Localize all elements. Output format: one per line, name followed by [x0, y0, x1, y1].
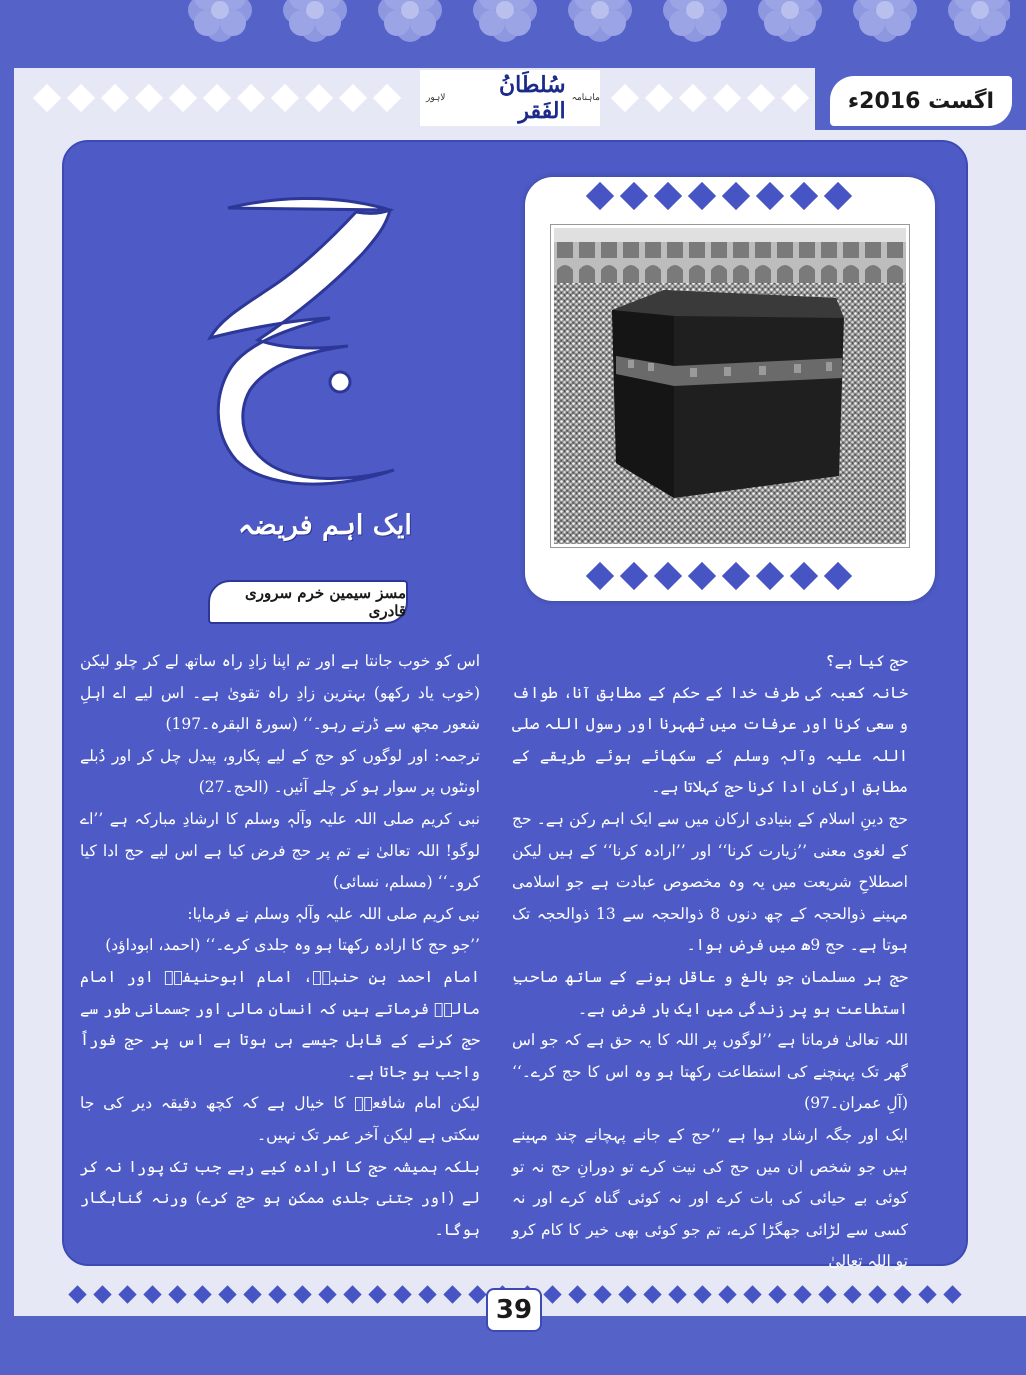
diamond-icon — [645, 84, 673, 112]
diamond-icon — [943, 1285, 961, 1303]
diamond-icon — [688, 182, 716, 210]
article-subtitle: ایک اہم فریضہ — [238, 510, 412, 541]
diamond-icon — [193, 1285, 211, 1303]
paragraph: حج ہر مسلمان جو بالغ و عاقل ہونے کے ساتھ صاحبِ استطاعت ہو پر زندگی میں ایک بار فرض ہے۔ — [512, 967, 908, 1018]
masthead-title: سُلطَانُ الفَقر — [498, 72, 566, 124]
image-card-diamonds-top — [583, 186, 855, 206]
paragraph: حج دینِ اسلام کے بنیادی ارکان میں سے ایک اہم رکن ہے۔ حج کے لغوی معنی ’’زیارت کرنا‘‘ اور ’’ارادہ کرنا‘‘ کے ہیں لیکن اصطلاحِ شریعت میں یہ وہ مخصوص عبادت ہے جو اسلامی مہینے ذوالحجہ کے چھ دنوں 8 ذوالحجہ سے 13 ذوالحجہ تک ہوتا ہے۔ حج 9ھ میں فرض ہوا۔ — [512, 809, 908, 955]
diamond-icon — [679, 84, 707, 112]
image-card-diamonds-bottom — [583, 566, 855, 586]
flower-pattern — [180, 0, 1010, 68]
diamond-icon — [568, 1285, 586, 1303]
paragraph: ایک اور جگہ ارشاد ہوا ہے ’’حج کے جانے پہچانے چند مہینے ہیں جو شخص ان میں حج کی نیت کرے تو دورانِ حج نہ تو کوئی بے حیائی کی بات کرے اور نہ کوئی گناہ کرے اور نہ کسی سے لڑائی جھگڑا کرے، تم جو کوئی بھی خیر کا کام کرو تو اللہ تعالیٰ — [512, 1125, 908, 1271]
diamond-icon — [713, 84, 741, 112]
diamond-icon — [756, 182, 784, 210]
diamond-icon — [543, 1285, 561, 1303]
diamond-icon — [718, 1285, 736, 1303]
diamond-icon — [611, 84, 639, 112]
diamond-icon — [868, 1285, 886, 1303]
author-name: مسز سیمین خرم سروری قادری — [208, 580, 408, 624]
diamond-icon — [143, 1285, 161, 1303]
top-decorative-band — [0, 0, 1026, 68]
kaaba-photo — [551, 225, 909, 547]
diamond-icon — [243, 1285, 261, 1303]
page-number: 39 — [486, 1288, 542, 1332]
header-diamonds-left — [30, 88, 404, 108]
paragraph: خانہ کعبہ کی طرف خدا کے حکم کے مطابق آنا، طواف و سعی کرنا اور عرفات میں ٹھہرنا اور رسول اللہ صلی اللہ علیہ وآلہٖ وسلم کے سکھائے ہوئے طریقے کے مطابق ارکان ادا کرنا حج کہلاتا ہے۔ — [512, 683, 908, 797]
diamond-icon — [693, 1285, 711, 1303]
diamond-icon — [747, 84, 775, 112]
hajj-calligraphy-title — [180, 170, 410, 510]
diamond-icon — [618, 1285, 636, 1303]
diamond-icon — [93, 1285, 111, 1303]
diamond-icon — [305, 84, 333, 112]
diamond-icon — [918, 1285, 936, 1303]
article-column-right — [512, 646, 908, 1271]
diamond-icon — [237, 84, 265, 112]
left-margin-strip — [0, 68, 14, 1375]
paragraph: بلکہ ہمیشہ حج کا ارادہ کیے رہے جب تک پورا نہ کر لے (اور جتنی جلدی ممکن ہو حج کرے) ورنہ گناہگار ہوگا۔ — [80, 1157, 480, 1239]
diamond-icon — [368, 1285, 386, 1303]
diamond-icon — [643, 1285, 661, 1303]
diamond-icon — [620, 182, 648, 210]
diamond-icon — [218, 1285, 236, 1303]
header-diamonds-right — [608, 88, 812, 108]
diamond-icon — [393, 1285, 411, 1303]
diamond-icon — [722, 562, 750, 590]
kaaba-illustration — [554, 228, 906, 544]
diamond-icon — [443, 1285, 461, 1303]
diamond-icon — [373, 84, 401, 112]
diamond-icon — [824, 182, 852, 210]
masthead-label: ماہنامہ — [571, 93, 600, 103]
diamond-icon — [790, 562, 818, 590]
diamond-icon — [768, 1285, 786, 1303]
diamond-icon — [781, 84, 809, 112]
diamond-icon — [843, 1285, 861, 1303]
diamond-icon — [33, 84, 61, 112]
diamond-icon — [743, 1285, 761, 1303]
diamond-icon — [756, 562, 784, 590]
diamond-icon — [586, 562, 614, 590]
paragraph: لیکن امام شافعیؒ کا خیال ہے کہ کچھ دقیقہ دیر کی جا سکتی ہے لیکن آخر عمر تک نہیں۔ — [80, 1094, 480, 1144]
diamond-icon — [654, 182, 682, 210]
paragraph: ’’جو حج کا ارادہ رکھتا ہو وہ جلدی کرے۔‘‘ (احمد، ابوداؤد) — [105, 936, 480, 955]
paragraph: اللہ تعالیٰ فرماتا ہے ’’لوگوں پر اللہ کا یہ حق ہے کہ جو اس گھر تک پہنچنے کی استطاعت رکھتا ہو وہ اس کا حج کرے۔‘‘ (آلِ عمران۔97) — [512, 1031, 908, 1113]
diamond-icon — [688, 562, 716, 590]
diamond-icon — [68, 1285, 86, 1303]
diamond-icon — [135, 84, 163, 112]
diamond-icon — [586, 182, 614, 210]
article-column-left — [80, 646, 480, 1239]
paragraph: ترجمہ: اور لوگوں کو حج کے لیے پکارو، پیدل چل کر اور دُبلے اونٹوں پر سوار ہو کر چلے آئیں۔ (الحج۔27) — [80, 746, 480, 797]
diamond-icon — [203, 84, 231, 112]
paragraph: نبی کریم صلی اللہ علیہ وآلہٖ وسلم کا ارشادِ مبارکہ ہے ’’اے لوگو! اللہ تعالیٰ نے تم پر حج فرض کیا ہے اس لیے حج ادا کیا کرو۔‘‘ (مسلم، نسائی) — [80, 809, 480, 892]
paragraph: اس کو خوب جانتا ہے اور تم اپنا زادِ راہ ساتھ لے کر چلو لیکن (خوب یاد رکھو) بہترین زادِ راہ تقویٰ ہے۔ اس لیے اے اہلِ شعور مجھ سے ڈرتے رہو۔‘‘ (سورۃ البقرہ۔197) — [80, 652, 480, 734]
diamond-icon — [101, 84, 129, 112]
diamond-icon — [318, 1285, 336, 1303]
diamond-icon — [654, 562, 682, 590]
masthead-city: لاہور — [426, 93, 446, 103]
diamond-icon — [169, 84, 197, 112]
paragraph: نبی کریم صلی اللہ علیہ وآلہٖ وسلم نے فرمایا: — [187, 904, 480, 923]
diamond-icon — [168, 1285, 186, 1303]
diamond-icon — [339, 84, 367, 112]
diamond-icon — [343, 1285, 361, 1303]
diamond-icon — [271, 84, 299, 112]
diamond-icon — [824, 562, 852, 590]
diamond-icon — [118, 1285, 136, 1303]
issue-date: اگست 2016ء — [830, 76, 1012, 126]
diamond-icon — [593, 1285, 611, 1303]
diamond-icon — [268, 1285, 286, 1303]
paragraph: امام احمد بن حنبلؒ، امام ابوحنیفہؒ اور امام مالکؒ فرماتے ہیں کہ انسان مالی اور جسمانی طور سے حج کرنے کے قابل جیسے ہی ہوتا ہے اس پر حج فوراً واجب ہو جاتا ہے۔ — [80, 967, 480, 1081]
diamond-icon — [722, 182, 750, 210]
diamond-icon — [67, 84, 95, 112]
diamond-icon — [468, 1285, 486, 1303]
diamond-icon — [893, 1285, 911, 1303]
magazine-masthead — [420, 70, 600, 126]
diamond-icon — [293, 1285, 311, 1303]
diamond-icon — [793, 1285, 811, 1303]
diamond-icon — [818, 1285, 836, 1303]
diamond-icon — [668, 1285, 686, 1303]
diamond-icon — [790, 182, 818, 210]
diamond-icon — [418, 1285, 436, 1303]
diamond-icon — [620, 562, 648, 590]
paragraph: حج کیا ہے؟ — [825, 652, 908, 670]
